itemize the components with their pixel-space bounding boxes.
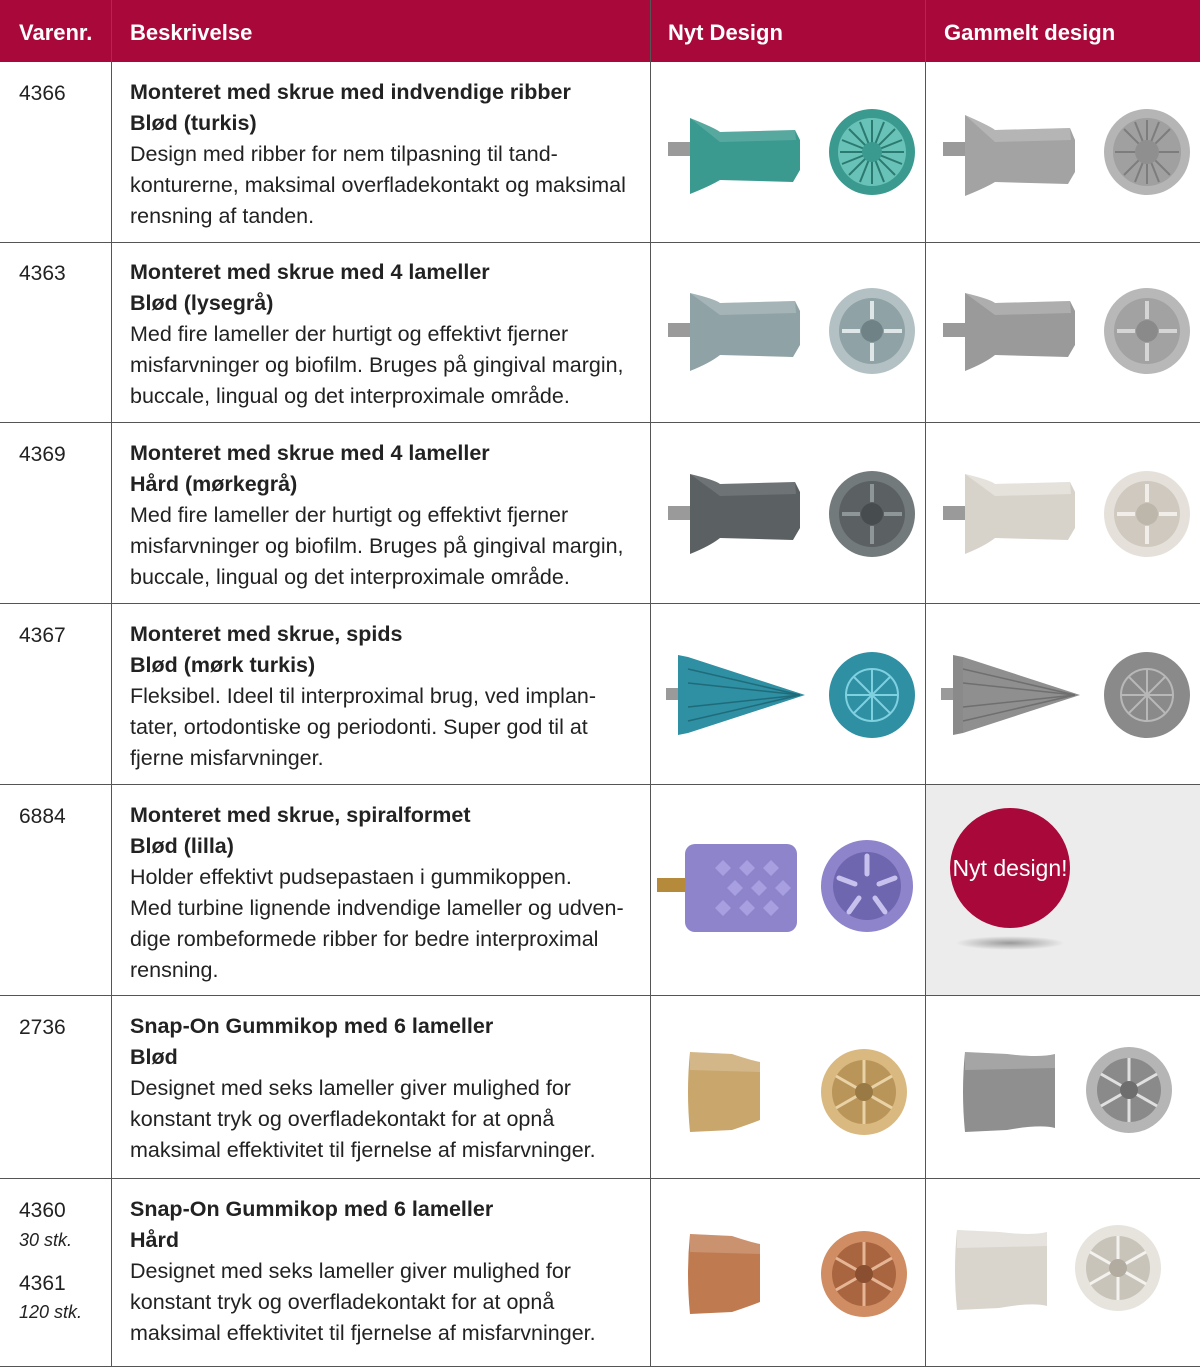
item-body-line: fjerne misfarvninger.: [130, 746, 324, 770]
header-beskrivelse: Beskrivelse: [130, 20, 253, 45]
item-title: Snap-On Gummikop med 6 lameller: [130, 1014, 494, 1038]
item-number: 4366: [19, 82, 66, 105]
item-body-line: Holder effektivt pudsepastaen i gummikoppen.: [130, 865, 572, 889]
new-design-image: [655, 838, 920, 938]
item-title: Monteret med skrue, spids: [130, 622, 403, 646]
old-design-image: [935, 464, 1195, 564]
item-title: Snap-On Gummikop med 6 lameller: [130, 1197, 494, 1221]
divider: [0, 1178, 1200, 1179]
item-title: Monteret med skrue med 4 lameller: [130, 260, 490, 284]
item-number: 4361: [19, 1272, 66, 1295]
new-design-image: [660, 1042, 920, 1142]
item-title: Monteret med skrue med indvendige ribber: [130, 80, 571, 104]
item-subtitle: Blød (turkis): [130, 111, 257, 135]
item-body-line: tater, ortodontiske og periodonti. Super god til at: [130, 715, 588, 739]
new-design-image: [660, 645, 920, 745]
new-design-image: [660, 283, 920, 383]
item-body-line: konstant tryk og overfladekontakt for at opnå: [130, 1290, 555, 1314]
header-varenr: Varenr.: [19, 20, 93, 45]
item-number: 4363: [19, 262, 66, 285]
item-title: Monteret med skrue, spiralformet: [130, 803, 471, 827]
item-subtitle: Blød (lysegrå): [130, 291, 274, 315]
item-body-line: buccale, lingual og det interproximale område.: [130, 565, 570, 589]
table-header: [0, 0, 1200, 62]
item-description: [130, 619, 640, 774]
new-design-image: [660, 1224, 920, 1324]
item-number: 4367: [19, 624, 66, 647]
item-description: [130, 257, 640, 412]
item-number: 4369: [19, 443, 66, 466]
item-body-line: Design med ribber for nem tilpasning til tand-: [130, 142, 558, 166]
item-body-line: buccale, lingual og det interproximale område.: [130, 384, 570, 408]
item-body-line: dige rombeformede ribber for bedre interproximal: [130, 927, 599, 951]
new-design-image: [660, 100, 920, 200]
item-body-line: rensning.: [130, 958, 219, 982]
item-subtitle: Blød (lilla): [130, 834, 234, 858]
new-design-image: [660, 464, 920, 564]
item-number: 2736: [19, 1016, 66, 1039]
divider: [0, 603, 1200, 604]
item-body-line: Med fire lameller der hurtigt og effektivt fjerner: [130, 503, 569, 527]
screw-shank: [668, 142, 690, 156]
item-title: Monteret med skrue med 4 lameller: [130, 441, 490, 465]
item-subtitle: Blød (mørk turkis): [130, 653, 316, 677]
item-body-line: maksimal effektivitet til fjernelse af misfarvninger.: [130, 1321, 596, 1345]
item-number: 4360: [19, 1199, 66, 1222]
item-description: [130, 77, 640, 232]
item-number: 6884: [19, 805, 66, 828]
old-design-image: [935, 1042, 1195, 1142]
item-quantity: 30 stk.: [19, 1230, 73, 1250]
item-body-line: rensning af tanden.: [130, 204, 315, 228]
old-design-image: [935, 283, 1195, 383]
item-subtitle: Hård (mørkegrå): [130, 472, 298, 496]
item-subtitle: Hård: [130, 1228, 179, 1252]
item-description: [130, 1011, 640, 1166]
old-design-image: [935, 100, 1195, 200]
divider: [0, 242, 1200, 243]
divider: [925, 0, 926, 1367]
item-description: [130, 1194, 640, 1349]
item-body-line: Med turbine lignende indvendige lameller og udven-: [130, 896, 624, 920]
item-description: [130, 438, 640, 593]
item-subtitle: Blød: [130, 1045, 178, 1069]
divider: [0, 995, 1200, 996]
old-design-image: [935, 645, 1195, 745]
new-design-badge: Nyt design!: [950, 808, 1070, 928]
divider: [0, 422, 1200, 423]
old-design-image: [935, 1224, 1195, 1324]
item-body-line: konstant tryk og overfladekontakt for at opnå: [130, 1107, 555, 1131]
header-nyt-design: Nyt Design: [668, 20, 783, 45]
divider: [650, 0, 651, 1367]
badge-shadow: [955, 936, 1065, 950]
item-body-line: Designet med seks lameller giver mulighed for: [130, 1076, 571, 1100]
item-body-line: misfarvninger og biofilm. Bruges på gingival margin,: [130, 353, 624, 377]
item-body-line: konturerne, maksimal overfladekontakt og maksimal: [130, 173, 626, 197]
header-gammelt-design: Gammelt design: [944, 20, 1116, 45]
item-description: [130, 800, 640, 986]
item-body-line: Fleksibel. Ideel til interproximal brug, ved implan-: [130, 684, 597, 708]
item-body-line: Med fire lameller der hurtigt og effektivt fjerner: [130, 322, 569, 346]
item-body-line: Designet med seks lameller giver mulighed for: [130, 1259, 571, 1283]
item-quantity: 120 stk.: [19, 1302, 83, 1322]
item-body-line: misfarvninger og biofilm. Bruges på gingival margin,: [130, 534, 624, 558]
item-body-line: maksimal effektivitet til fjernelse af misfarvninger.: [130, 1138, 596, 1162]
divider: [111, 0, 112, 1367]
